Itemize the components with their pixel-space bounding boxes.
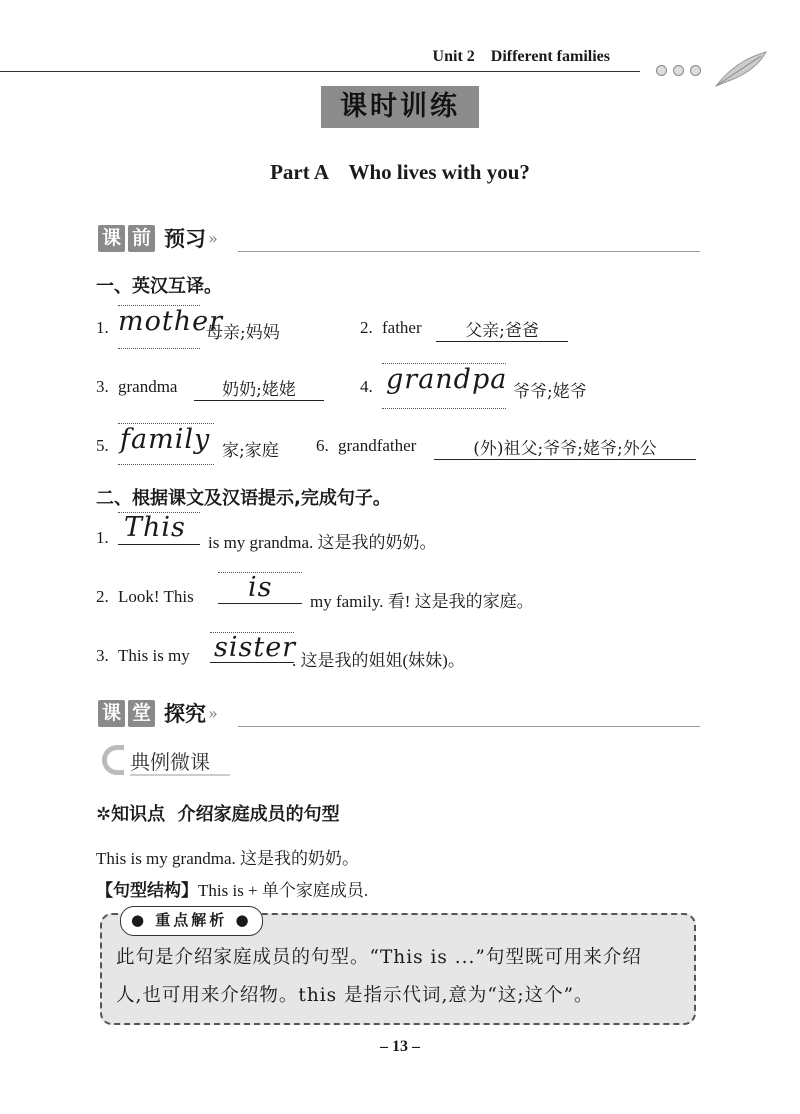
item-number: 2. [360, 318, 373, 337]
double-arrow-icon: » [208, 703, 214, 723]
key-analysis-tag: ● 重点解析 ● [120, 906, 263, 936]
exercise-heading: 一、英汉互译。 [96, 276, 222, 297]
section-label: 探究 [164, 702, 206, 726]
micro-lesson-heading [102, 745, 210, 775]
answer-text: is [248, 572, 273, 603]
item-number: 2. [96, 587, 109, 606]
chinese-meaning: 母亲;妈妈 [206, 323, 280, 343]
page-number: – 13 – [380, 1038, 420, 1055]
answer-text: family [120, 424, 211, 455]
sentence-text: . 这是我的姐姐(妹妹)。 [292, 651, 465, 670]
answer-text: grandpa [386, 364, 508, 395]
chinese-meaning: 爷爷;姥爷 [513, 382, 587, 402]
answer-text: mother [118, 306, 223, 337]
item-number: 4. [360, 377, 373, 396]
feather-icon [711, 50, 771, 90]
answer-text: (外)祖父;爷爷;姥爷;外公 [434, 434, 696, 460]
answer-text: 父亲;爸爸 [436, 316, 568, 342]
sentence-text: my family. 看! 这是我的家庭。 [310, 592, 534, 611]
structure-label: 【句型结构】 [96, 881, 198, 901]
section-heading-preview [98, 223, 214, 253]
section-box: 堂 [128, 700, 155, 727]
answer-text: This [124, 512, 186, 543]
dot-icon [656, 65, 667, 76]
header-rule [0, 71, 640, 72]
answer-line [218, 603, 302, 604]
section-rule [238, 726, 700, 727]
arc-icon [102, 745, 124, 775]
answer-line [118, 544, 200, 545]
item-number: 1. [96, 318, 109, 337]
chinese-meaning: 家;家庭 [222, 441, 279, 461]
answer-text: 奶奶;姥姥 [194, 375, 324, 401]
sentence-prefix: This is my [118, 646, 190, 665]
item-number: 5. [96, 436, 109, 455]
section-label: 预习 [164, 227, 206, 251]
section-rule [238, 251, 700, 252]
sentence-structure [96, 876, 368, 901]
item-number: 6. [316, 436, 329, 455]
section-box: 课 [98, 225, 125, 252]
micro-rule [130, 774, 230, 776]
structure-text: This is + 单个家庭成员. [198, 881, 369, 900]
unit-title: Unit 2 Different families [432, 48, 610, 65]
micro-lesson-label: 典例微课 [130, 749, 210, 774]
sentence-prefix: Look! This [118, 587, 194, 606]
header-decoration [656, 50, 771, 90]
section-heading-explore [98, 698, 214, 728]
example-sentence: This is my grandma. 这是我的奶奶。 [96, 849, 360, 868]
lesson-banner: 课时训练 [321, 86, 479, 128]
item-word: grandfather [338, 436, 417, 455]
item-number: 3. [96, 377, 109, 396]
exercise-heading: 二、根据课文及汉语提示,完成句子。 [96, 488, 391, 509]
item-word: father [382, 318, 422, 337]
analysis-text: 人,也可用来介绍物。this 是指示代词,意为“这;这个”。 [116, 985, 594, 1006]
dot-icon [673, 65, 684, 76]
double-arrow-icon: » [208, 228, 214, 248]
sentence-text: is my grandma. 这是我的奶奶。 [208, 533, 437, 552]
item-number: 1. [96, 528, 109, 547]
dot-icon [690, 65, 701, 76]
part-title: Part A Who lives with you? [270, 160, 530, 184]
knowledge-point: ✲知识点 介绍家庭成员的句型 [96, 804, 340, 825]
item-number: 3. [96, 646, 109, 665]
answer-text: sister [214, 632, 297, 663]
section-box: 课 [98, 700, 125, 727]
section-box: 前 [128, 225, 155, 252]
analysis-text: 此句是介绍家庭成员的句型。“This is ...”句型既可用来介绍 [116, 947, 642, 968]
item-word: grandma [118, 377, 178, 396]
